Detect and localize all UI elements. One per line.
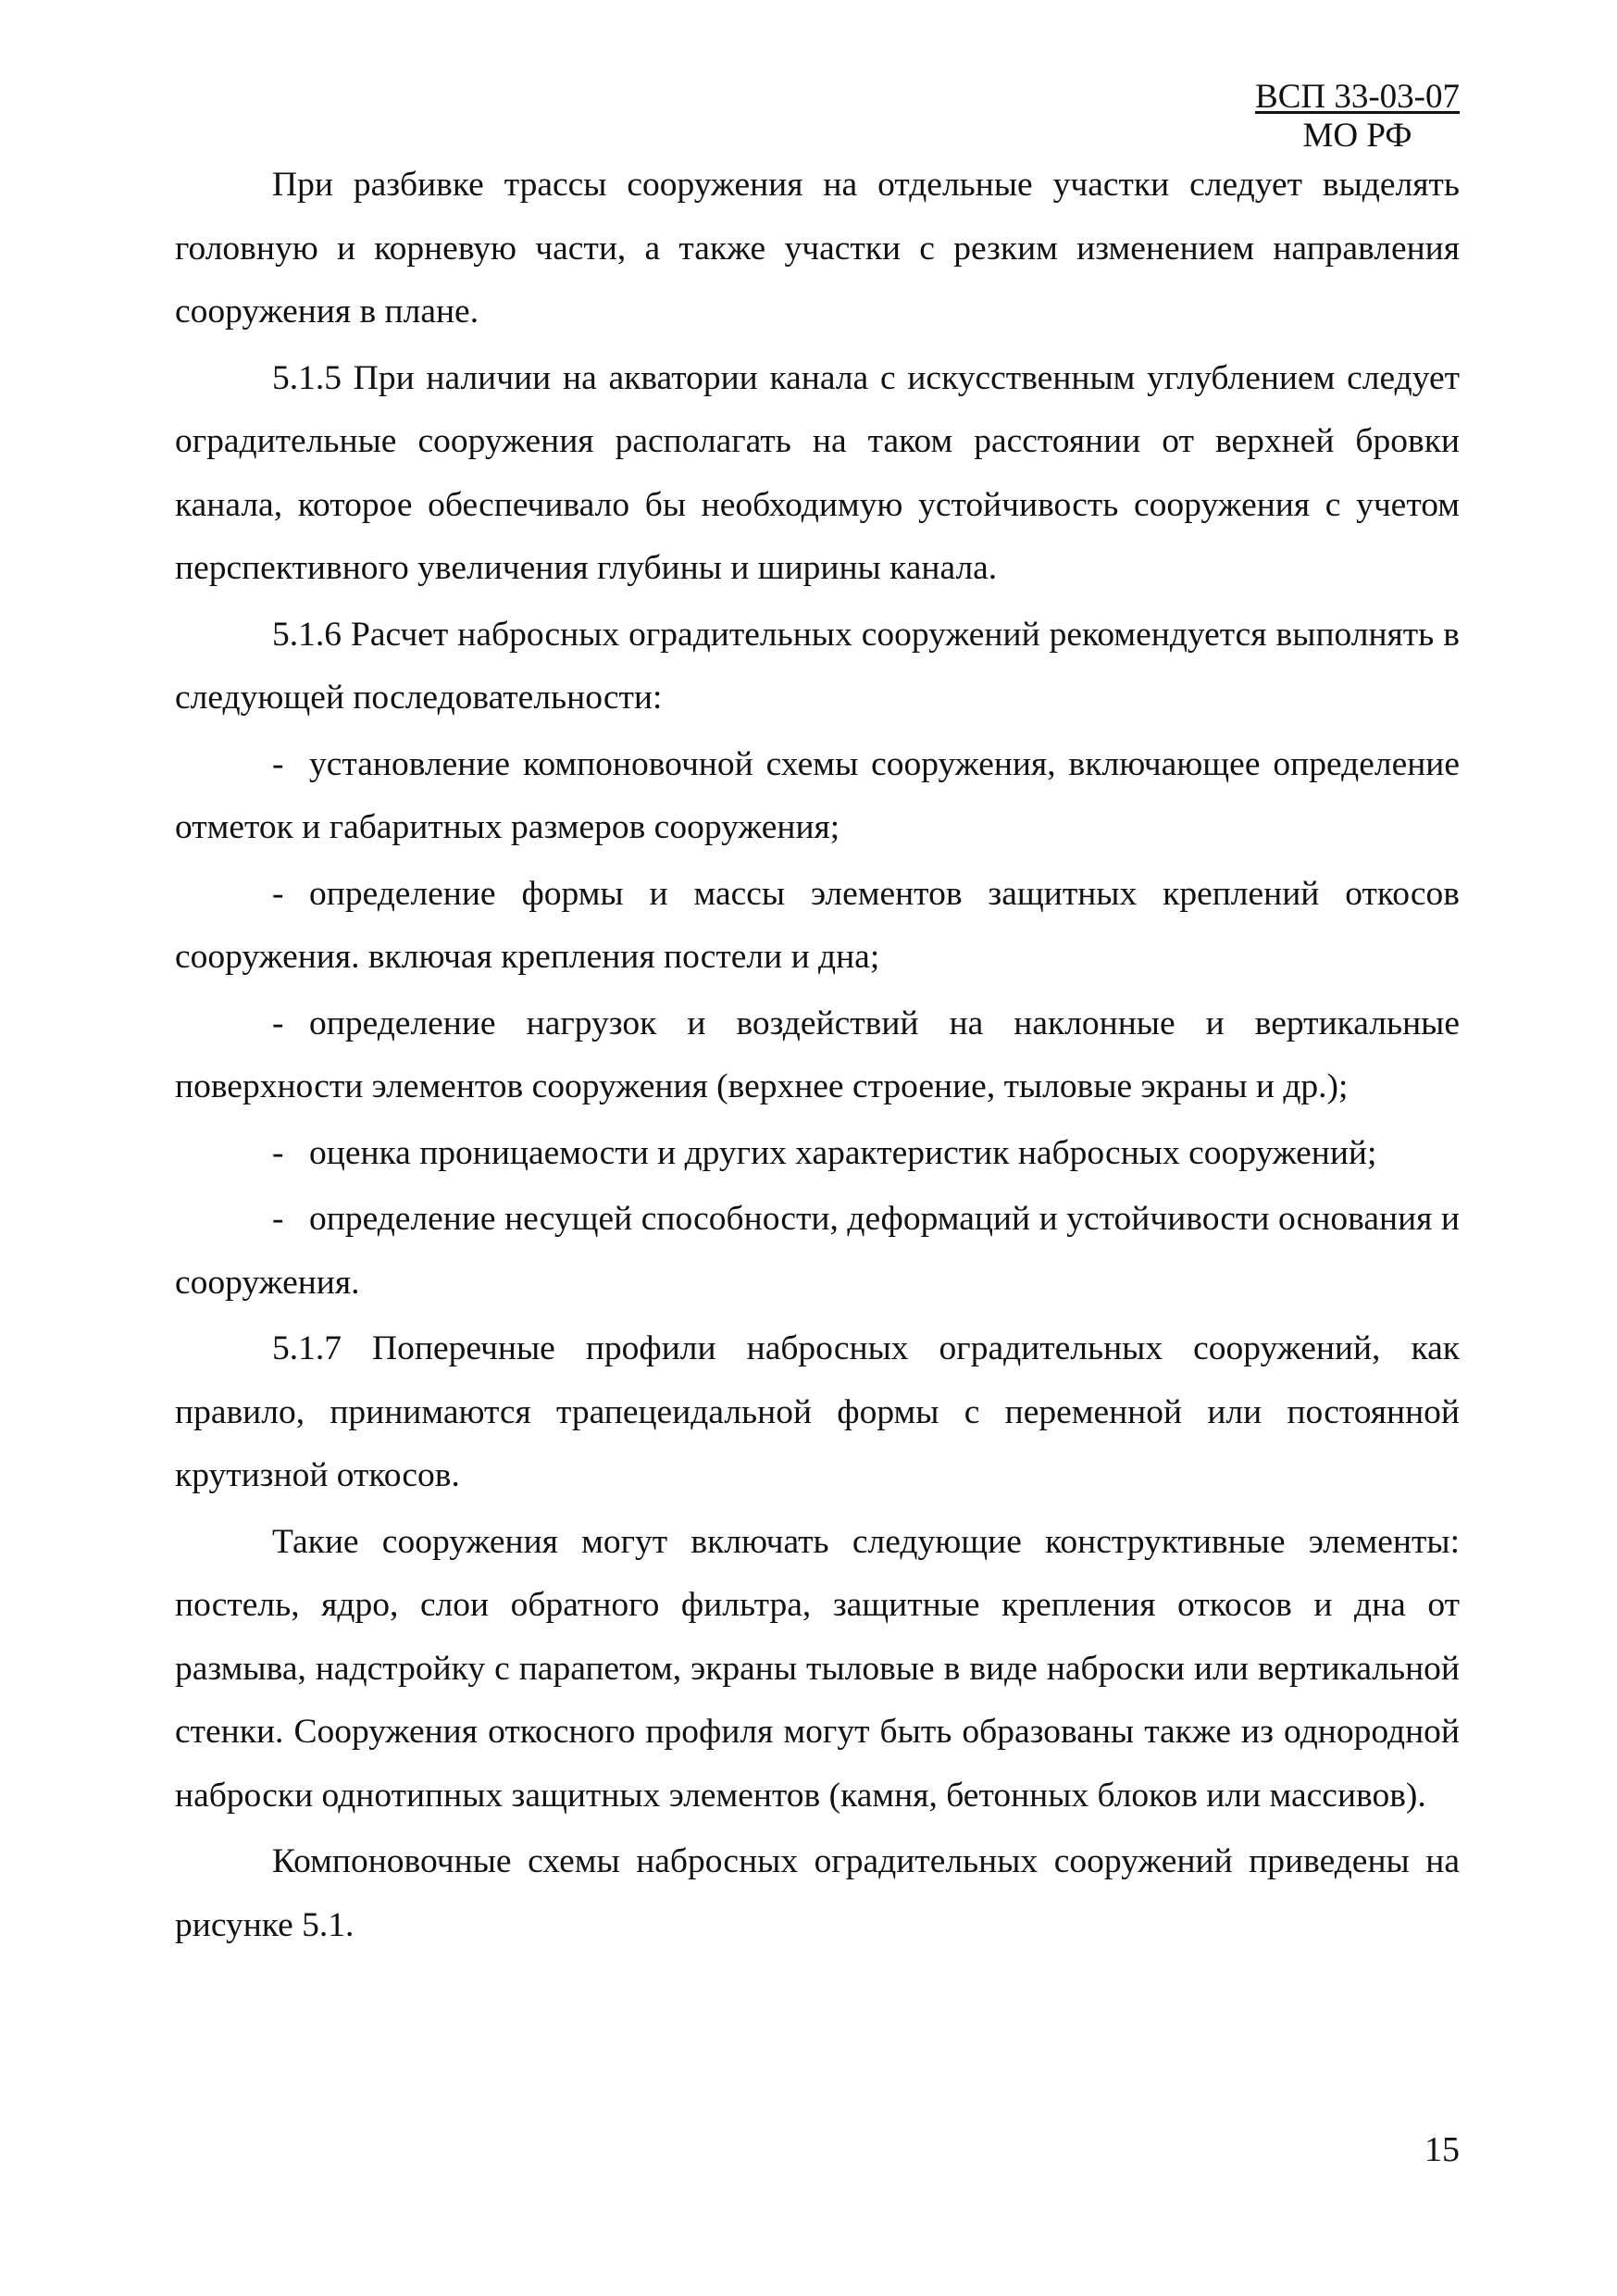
paragraph-text: Такие сооружения могут включать следующие конструктивные элементы: постель, ядро, слои обратного фильтра, защитные крепления откосов и дна от размыва, надстройку с парапетом, экраны тыловые в виде наброски или вертикальной стенки. Сооружения откосного профиля могут быть образованы также из однородной наброски однотипных защитных элементов (камня, бетонных блоков или массивов).	[175, 1522, 1460, 1815]
list-item-text: установление компоновочной схемы сооружения, включающее определение отметок и габаритных размеров сооружения;	[175, 744, 1460, 846]
list-marker: -	[272, 874, 284, 913]
paragraph-text: 5.1.6 Расчет набросных оградительных сооружений рекомендуется выполнять в следующей последовательности:	[175, 615, 1460, 717]
paragraph-text: 5.1.7 Поперечные профили набросных оградительных сооружений, как правило, принимаются трапецеидальной формы с переменной или постоянной крутизной откосов.	[175, 1329, 1460, 1494]
paragraph-5-1-6	[175, 604, 1460, 730]
list-item-text: определение несущей способности, деформаций и устойчивости основания и сооружения.	[175, 1200, 1460, 1302]
list-marker: -	[272, 1200, 284, 1238]
paragraph-5-1-5	[175, 347, 1460, 601]
list-item	[175, 863, 1460, 990]
document-organization: МО РФ	[1302, 117, 1412, 155]
paragraph-text: 5.1.5 При наличии на акватории канала с искусственным углублением следует оградительные сооружения располагать на таком расстоянии от верхней бровки канала, которое обеспечивало бы необходимую устойчивость сооружения с учетом перспективного увеличения глубины и ширины канала.	[175, 358, 1460, 587]
document-header	[1255, 78, 1460, 156]
list-marker: -	[272, 1133, 284, 1172]
paragraph-text: При разбивке трассы сооружения на отдельные участки следует выделять головную и корневую части, а также участки с резким изменением направления сооружения в плане.	[175, 166, 1460, 331]
page-number: 15	[1424, 2130, 1460, 2169]
list-item-text: оценка проницаемости и других характеристик набросных сооружений;	[309, 1133, 1377, 1172]
paragraph-text: Компоновочные схемы набросных оградительных сооружений приведены на рисунке 5.1.	[175, 1842, 1460, 1944]
list-item-text: определение нагрузок и воздействий на наклонные и вертикальные поверхности элементов сооружения (верхнее строение, тыловые экраны и др.);	[175, 1004, 1460, 1105]
list-item	[175, 733, 1460, 860]
paragraph	[175, 1830, 1460, 1957]
list-item	[175, 1188, 1460, 1315]
paragraph-5-1-7	[175, 1317, 1460, 1508]
list-marker: -	[272, 1004, 284, 1042]
list-item	[175, 992, 1460, 1119]
document-code: ВСП 33-03-07	[1255, 78, 1460, 116]
body-text	[175, 154, 1460, 1960]
list-marker: -	[272, 744, 284, 783]
list-item	[175, 1122, 1460, 1186]
paragraph	[175, 1511, 1460, 1828]
paragraph	[175, 154, 1460, 344]
list-item-text: определение формы и массы элементов защитных креплений откосов сооружения. включая крепления постели и дна;	[175, 874, 1460, 976]
